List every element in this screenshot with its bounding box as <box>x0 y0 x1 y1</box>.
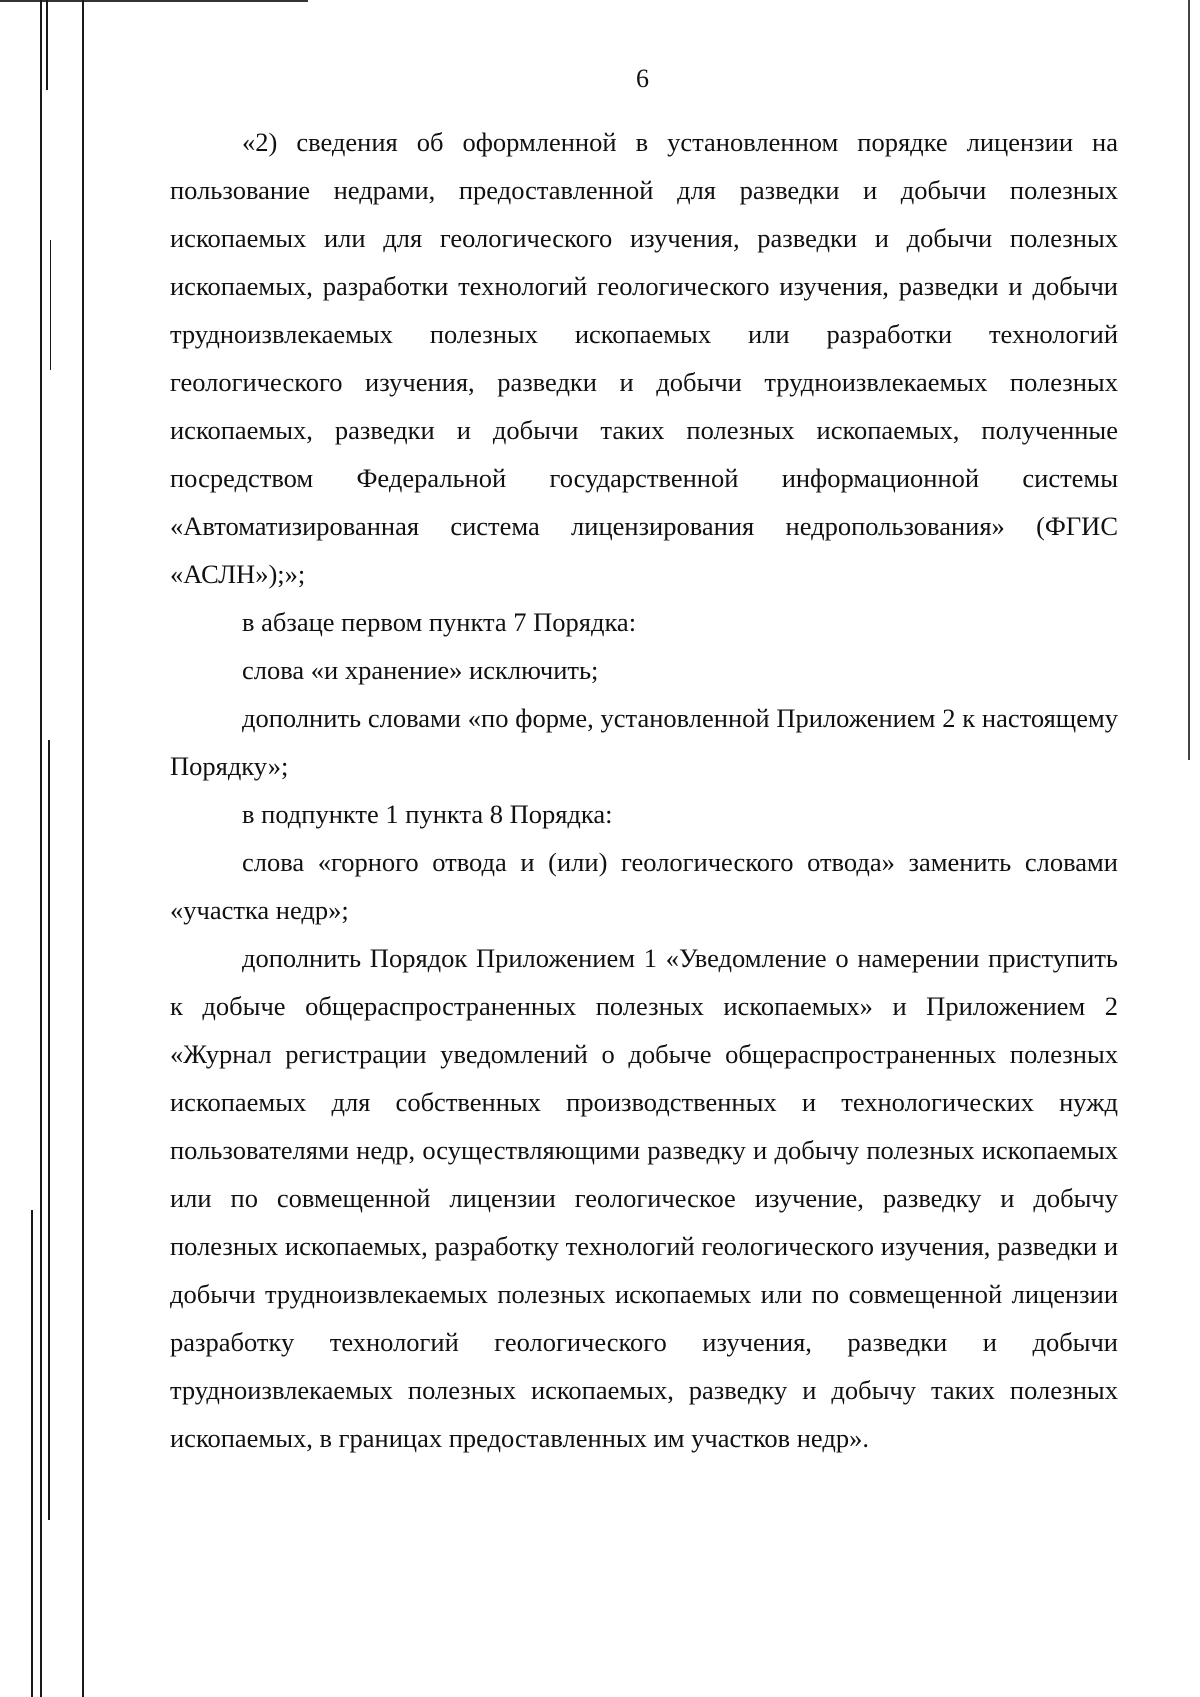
document-body <box>170 118 1118 1462</box>
paragraph: в абзаце первом пункта 7 Порядка: <box>242 607 637 637</box>
paragraph: слова «горного отвода и (или) геологического отвода» заменить словами «участка недр»; <box>170 847 1118 925</box>
binder-line <box>31 1210 33 1697</box>
paragraph: дополнить Порядок Приложением 1 «Уведомление о намерении приступить к добыче общераспространенных полезных ископаемых» и Приложением 2 «Журнал регистрации уведомлений о добыче общераспространенных полезных ископаемых для собственных производственных и технологических нужд пользователями недр, осуществляющими разведку и добычу полезных ископаемых или по совмещенной лицензии геологическое изучение, разведку и добычу полезных ископаемых, разработку технологий геологического изучения, разведки и добычи трудноизвлекаемых полезных ископаемых или по совмещенной лицензии разработку технологий геологического изучения, разведки и добычи трудноизвлекаемых полезных ископаемых, разведку и добычу таких полезных ископаемых, в границах предоставленных им участков недр». <box>170 943 1118 1453</box>
paragraph: «2) сведения об оформленной в установленном порядке лицензии на пользование недрами, предоставленной для разведки и добычи полезных ископаемых или для геологического изучения, разведки и добычи полезных ископаемых, разработки технологий геологического изучения, разведки и добычи трудноизвлекаемых полезных ископаемых или разработки технологий геологического изучения, разведки и добычи трудноизвлекаемых полезных ископаемых, разведки и добычи таких полезных ископаемых, полученные посредством Федеральной государственной информационной системы «Автоматизированная система лицензирования недропользования» (ФГИС «АСЛН»);»; <box>170 127 1118 589</box>
paragraph: слова «и хранение» исключить; <box>242 655 599 685</box>
binder-line <box>50 240 51 370</box>
scan-right-rule <box>1188 0 1190 760</box>
binder-line <box>40 0 42 1697</box>
binder-line <box>48 740 50 1520</box>
page-number: 6 <box>636 64 649 93</box>
binder-line <box>82 0 84 1697</box>
paragraph: в подпункте 1 пункта 8 Порядка: <box>242 799 613 829</box>
paragraph: дополнить словами «по форме, установленной Приложением 2 к настоящему Порядку»; <box>170 703 1118 781</box>
